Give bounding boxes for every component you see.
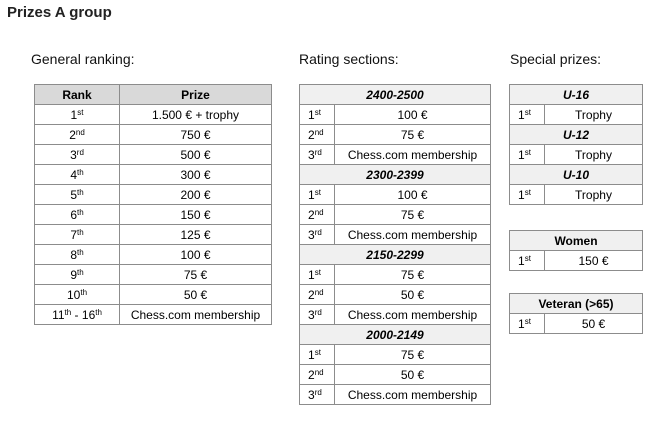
prize-cell: 150 € [120, 205, 272, 225]
rank-suffix: th [80, 287, 88, 297]
veteran-category-name: Veteran (>65) [510, 294, 643, 314]
general-ranking-table [34, 84, 272, 325]
rank-cell [35, 105, 120, 125]
rating-group-name: 2150-2299 [300, 245, 491, 265]
prize-cell: 75 € [335, 345, 491, 365]
rank-cell [35, 185, 120, 205]
table-row [510, 105, 643, 125]
page-title: Prizes A group [7, 4, 112, 21]
table-row [300, 205, 491, 225]
youth-category-name: U-10 [510, 165, 643, 185]
youth-category-name: U-12 [510, 125, 643, 145]
rank-number: 1 [518, 147, 525, 162]
prize-cell: Trophy [545, 105, 643, 125]
rating-sections-heading: Rating sections: [299, 51, 399, 67]
rank-cell [35, 285, 120, 305]
rank-cell [510, 251, 545, 271]
group-header-row [510, 231, 643, 251]
rank-suffix: st [524, 316, 531, 326]
group-header-row [300, 85, 491, 105]
rank-cell [510, 145, 545, 165]
table-row [300, 225, 491, 245]
rank-number: 1 [308, 267, 315, 282]
prize-cell: Chess.com membership [335, 385, 491, 405]
rank-suffix: th [77, 167, 84, 177]
rank-cell [35, 245, 120, 265]
rank-number: 1 [308, 347, 315, 362]
table-row [35, 265, 272, 285]
group-header-row [510, 165, 643, 185]
rank-cell [300, 185, 335, 205]
rank-number: 8 [70, 247, 77, 262]
rank-number: 1 [70, 107, 78, 122]
rank-number: 6 [70, 207, 77, 222]
table-row [510, 251, 643, 271]
table-row [35, 145, 272, 165]
rank-suffix: nd [314, 287, 324, 297]
rank-cell [510, 185, 545, 205]
rank-suffix: st [524, 107, 531, 117]
rank-number: 3 [308, 307, 315, 322]
table-row [300, 265, 491, 285]
rank-suffix: st [524, 147, 531, 157]
prize-cell: 50 € [120, 285, 272, 305]
rank-cell [510, 314, 545, 334]
prize-cell: 125 € [120, 225, 272, 245]
rank-suffix: rd [314, 307, 322, 317]
rank-number: 1 [518, 187, 525, 202]
rank-suffix: th [77, 207, 84, 217]
group-header-row [300, 165, 491, 185]
rank-number: 3 [70, 147, 77, 162]
rank-number: 9 [70, 267, 77, 282]
rank-suffix: th [77, 267, 84, 277]
rank-number: 2 [308, 207, 315, 222]
rank-suffix: nd [314, 367, 324, 377]
rank-cell [35, 165, 120, 185]
prize-cell: 50 € [545, 314, 643, 334]
rank-suffix: st [314, 107, 321, 117]
prize-cell: 50 € [335, 365, 491, 385]
rank-suffix: st [314, 187, 321, 197]
prize-cell: 150 € [545, 251, 643, 271]
rank-number: 5 [70, 187, 77, 202]
prize-cell: Trophy [545, 185, 643, 205]
rating-sections-table [299, 84, 491, 405]
rank-suffix-end: th [95, 307, 102, 317]
rank-number: 10 [66, 287, 81, 302]
prize-cell: 500 € [120, 145, 272, 165]
youth-prizes-table [509, 84, 643, 205]
rank-number: 2 [308, 127, 315, 142]
rank-number: 3 [308, 147, 315, 162]
rank-cell [35, 125, 120, 145]
table-row [300, 365, 491, 385]
rank-cell [300, 285, 335, 305]
group-header-row [510, 125, 643, 145]
rank-cell [300, 345, 335, 365]
table-row [35, 105, 272, 125]
table-row [35, 285, 272, 305]
prize-cell: 200 € [120, 185, 272, 205]
rank-cell [300, 205, 335, 225]
rank-number: 11 [52, 307, 65, 322]
rank-cell [35, 205, 120, 225]
rank-suffix: nd [314, 127, 324, 137]
rank-cell [35, 305, 120, 325]
table-row [35, 305, 272, 325]
rank-cell [300, 145, 335, 165]
table-row [510, 185, 643, 205]
prize-cell: 75 € [335, 205, 491, 225]
rank-suffix: st [314, 267, 321, 277]
rank-suffix: st [524, 187, 531, 197]
rank-number: 1 [518, 316, 525, 331]
rank-suffix: st [314, 347, 321, 357]
table-row [300, 185, 491, 205]
rank-suffix: rd [314, 147, 322, 157]
prize-cell: Chess.com membership [335, 145, 491, 165]
prize-cell: Trophy [545, 145, 643, 165]
youth-category-name: U-16 [510, 85, 643, 105]
prize-cell: Chess.com membership [120, 305, 272, 325]
rank-number: 1 [518, 253, 525, 268]
table-row [510, 145, 643, 165]
rank-cell [35, 145, 120, 165]
rank-separator: - [71, 307, 82, 322]
prize-cell: 1.500 € + trophy [120, 105, 272, 125]
rank-suffix: rd [76, 147, 84, 157]
rank-cell [300, 125, 335, 145]
rating-group-name: 2300-2399 [300, 165, 491, 185]
rank-cell [300, 385, 335, 405]
group-header-row [510, 294, 643, 314]
prize-cell: 75 € [335, 265, 491, 285]
rank-number: 2 [308, 367, 315, 382]
women-category-name: Women [510, 231, 643, 251]
rank-suffix: th [77, 227, 84, 237]
rank-number: 3 [308, 227, 315, 242]
prize-cell: Chess.com membership [335, 225, 491, 245]
table-row [300, 125, 491, 145]
veteran-prize-table [509, 293, 643, 334]
general-ranking-heading: General ranking: [31, 51, 135, 67]
rank-number: 2 [308, 287, 315, 302]
rank-suffix: th [77, 247, 84, 257]
table-row [35, 165, 272, 185]
prize-cell: 100 € [335, 105, 491, 125]
rank-cell [300, 365, 335, 385]
rank-suffix: st [524, 253, 531, 263]
table-row [300, 345, 491, 365]
rank-cell [35, 265, 120, 285]
special-prizes-heading: Special prizes: [510, 51, 602, 67]
rank-number: 1 [518, 107, 525, 122]
prize-cell: 75 € [335, 125, 491, 145]
rank-cell [510, 105, 545, 125]
rank-suffix: nd [75, 127, 85, 137]
group-header-row [510, 85, 643, 105]
table-row [35, 205, 272, 225]
table-row [300, 105, 491, 125]
women-prize-table [509, 230, 643, 271]
table-row [300, 145, 491, 165]
rank-number-end: 16 [81, 307, 96, 322]
rank-number: 7 [70, 227, 77, 242]
group-header-row [300, 325, 491, 345]
group-header-row [300, 245, 491, 265]
rank-suffix: rd [314, 387, 322, 397]
prize-cell: 750 € [120, 125, 272, 145]
rank-number: 1 [308, 107, 315, 122]
rank-cell [300, 305, 335, 325]
rank-cell [300, 265, 335, 285]
rank-number: 1 [308, 187, 315, 202]
rating-group-name: 2400-2500 [300, 85, 491, 105]
table-row [35, 245, 272, 265]
prize-cell: 100 € [120, 245, 272, 265]
table-row [35, 225, 272, 245]
prize-cell: 50 € [335, 285, 491, 305]
rating-group-name: 2000-2149 [300, 325, 491, 345]
table-row [300, 305, 491, 325]
table-row [300, 285, 491, 305]
rank-suffix: th [77, 187, 84, 197]
rank-number: 2 [69, 127, 76, 142]
rank-cell [300, 225, 335, 245]
rank-suffix: th [64, 307, 72, 317]
prize-cell: 75 € [120, 265, 272, 285]
table-row [300, 385, 491, 405]
rank-number: 4 [70, 167, 77, 182]
rank-suffix: rd [314, 227, 322, 237]
prize-cell: 300 € [120, 165, 272, 185]
rank-suffix: st [77, 107, 84, 117]
prize-cell: 100 € [335, 185, 491, 205]
rank-cell [35, 225, 120, 245]
table-row [35, 185, 272, 205]
rank-header: Rank [35, 85, 120, 105]
table-row [35, 125, 272, 145]
prize-header: Prize [120, 85, 272, 105]
rank-suffix: nd [314, 207, 324, 217]
table-row [510, 314, 643, 334]
prize-cell: Chess.com membership [335, 305, 491, 325]
rank-number: 3 [308, 387, 315, 402]
rank-cell [300, 105, 335, 125]
